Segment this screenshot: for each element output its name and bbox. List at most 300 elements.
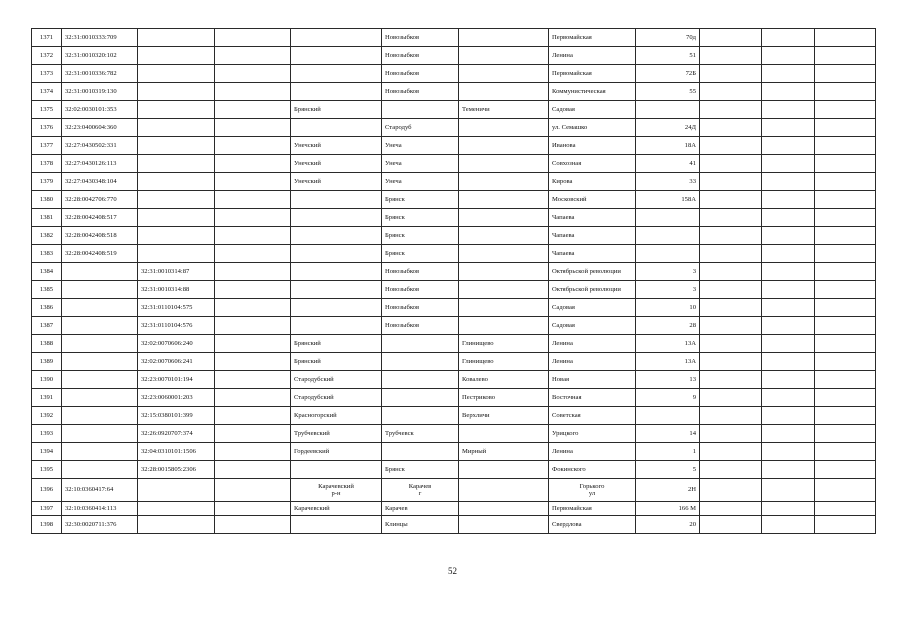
table-cell: [291, 227, 382, 245]
table-cell: [215, 29, 291, 47]
row-number-cell: 1371: [32, 29, 62, 47]
table-cell: [459, 65, 549, 83]
row-number-cell: 1389: [32, 353, 62, 371]
row-number-cell: 1379: [32, 173, 62, 191]
table-cell: Стародубский: [291, 371, 382, 389]
table-cell: 32:26:0920707:374: [138, 425, 215, 443]
table-cell: [62, 299, 138, 317]
table-cell: [815, 227, 876, 245]
table-cell: [291, 461, 382, 479]
table-cell: [815, 479, 876, 502]
table-cell: 32:31:0110104:575: [138, 299, 215, 317]
table-cell: [215, 479, 291, 502]
table-cell: [62, 335, 138, 353]
table-cell: 51: [636, 47, 700, 65]
table-cell: 32:23:0400604:360: [62, 119, 138, 137]
table-cell: [815, 245, 876, 263]
table-cell: [215, 209, 291, 227]
table-cell: [459, 209, 549, 227]
table-cell: [459, 245, 549, 263]
row-number-cell: 1384: [32, 263, 62, 281]
table-cell: [459, 502, 549, 516]
table-cell: [815, 299, 876, 317]
table-cell: Восточная: [549, 389, 636, 407]
table-cell: 32:23:0070101:194: [138, 371, 215, 389]
table-row: [32, 443, 876, 461]
row-number-cell: 1386: [32, 299, 62, 317]
table-cell: [700, 335, 762, 353]
table-cell: [700, 502, 762, 516]
table-row: [32, 281, 876, 299]
table-row: [32, 29, 876, 47]
table-cell: Свердлова: [549, 516, 636, 534]
table-cell: [815, 425, 876, 443]
table-cell: 32:28:0042706:770: [62, 191, 138, 209]
table-cell: [138, 502, 215, 516]
table-cell: Брянск: [382, 191, 459, 209]
row-number-cell: 1381: [32, 209, 62, 227]
table-cell: 72Б: [636, 65, 700, 83]
table-cell: [459, 227, 549, 245]
table-cell: Октябрьской революции: [549, 263, 636, 281]
table-cell: 32:10:0360414:113: [62, 502, 138, 516]
table-cell: [762, 47, 815, 65]
table-cell: [459, 155, 549, 173]
table-cell: [700, 83, 762, 101]
table-cell: [700, 65, 762, 83]
table-cell: Новозыбков: [382, 263, 459, 281]
table-cell: Новозыбков: [382, 299, 459, 317]
table-cell: 28: [636, 317, 700, 335]
table-cell: [62, 281, 138, 299]
table-cell: 14: [636, 425, 700, 443]
table-cell: [138, 101, 215, 119]
table-cell: [382, 335, 459, 353]
table-cell: 32:31:0010314:87: [138, 263, 215, 281]
table-cell: Карачевский р-н: [291, 479, 382, 502]
table-cell: Брянский: [291, 353, 382, 371]
table-cell: [138, 209, 215, 227]
table-row: [32, 461, 876, 479]
table-cell: Первомайская: [549, 65, 636, 83]
table-cell: [382, 371, 459, 389]
table-cell: 32:28:0042408:519: [62, 245, 138, 263]
table-cell: [382, 443, 459, 461]
table-cell: [815, 83, 876, 101]
table-cell: Садовая: [549, 317, 636, 335]
table-cell: Брянск: [382, 209, 459, 227]
table-row: [32, 389, 876, 407]
table-cell: [215, 101, 291, 119]
table-cell: [700, 443, 762, 461]
table-row: [32, 227, 876, 245]
table-cell: [215, 443, 291, 461]
table-cell: [815, 407, 876, 425]
table-cell: [291, 47, 382, 65]
table-cell: [215, 371, 291, 389]
table-cell: [138, 83, 215, 101]
table-cell: [700, 209, 762, 227]
table-cell: [291, 119, 382, 137]
table-cell: Стародубский: [291, 389, 382, 407]
table-cell: Фокинского: [549, 461, 636, 479]
table-cell: [762, 209, 815, 227]
table-cell: Брянский: [291, 335, 382, 353]
table-cell: [215, 407, 291, 425]
table-cell: [762, 353, 815, 371]
table-row: [32, 173, 876, 191]
table-cell: [62, 407, 138, 425]
table-cell: [138, 119, 215, 137]
table-cell: Унечский: [291, 173, 382, 191]
row-number-cell: 1385: [32, 281, 62, 299]
table-cell: [459, 191, 549, 209]
table-cell: [815, 389, 876, 407]
table-cell: 32:28:0042408:518: [62, 227, 138, 245]
table-cell: [762, 389, 815, 407]
table-cell: [700, 461, 762, 479]
table-cell: 13А: [636, 353, 700, 371]
table-cell: [762, 299, 815, 317]
table-cell: Новая: [549, 371, 636, 389]
row-number-cell: 1396: [32, 479, 62, 502]
table-cell: [762, 335, 815, 353]
table-cell: [291, 83, 382, 101]
row-number-cell: 1392: [32, 407, 62, 425]
table-cell: [762, 155, 815, 173]
table-cell: [815, 119, 876, 137]
table-cell: 32:31:0010314:88: [138, 281, 215, 299]
table-cell: [636, 209, 700, 227]
table-cell: Чапаева: [549, 227, 636, 245]
table-cell: [762, 83, 815, 101]
table-cell: Первомайская: [549, 29, 636, 47]
row-number-cell: 1387: [32, 317, 62, 335]
table-cell: Горького ул: [549, 479, 636, 502]
table-cell: [138, 65, 215, 83]
table-row: [32, 155, 876, 173]
table-cell: 24Д: [636, 119, 700, 137]
table-cell: 32:28:0042408:517: [62, 209, 138, 227]
table-cell: 32:31:0010333:709: [62, 29, 138, 47]
table-cell: [215, 281, 291, 299]
table-cell: [138, 29, 215, 47]
table-cell: [700, 317, 762, 335]
row-number-cell: 1394: [32, 443, 62, 461]
table-cell: Верхличи: [459, 407, 549, 425]
table-cell: [459, 516, 549, 534]
table-cell: 3: [636, 263, 700, 281]
table-cell: Ковалево: [459, 371, 549, 389]
table-row: [32, 407, 876, 425]
table-cell: [215, 461, 291, 479]
table-cell: Московский: [549, 191, 636, 209]
table-cell: [382, 101, 459, 119]
table-cell: [700, 119, 762, 137]
row-number-cell: 1380: [32, 191, 62, 209]
table-row: [32, 425, 876, 443]
table-cell: 166 М: [636, 502, 700, 516]
table-cell: [762, 425, 815, 443]
table-row: [32, 245, 876, 263]
table-cell: Брянск: [382, 227, 459, 245]
table-cell: [215, 83, 291, 101]
table-cell: 32:10:0360417:64: [62, 479, 138, 502]
table-cell: [215, 335, 291, 353]
table-cell: [762, 263, 815, 281]
table-cell: [700, 299, 762, 317]
table-cell: [700, 47, 762, 65]
row-number-cell: 1393: [32, 425, 62, 443]
table-row: [32, 479, 876, 502]
table-cell: Новозыбков: [382, 317, 459, 335]
table-row: [32, 191, 876, 209]
table-row: [32, 299, 876, 317]
table-cell: [459, 281, 549, 299]
table-body: [32, 29, 876, 534]
table-cell: [215, 191, 291, 209]
table-cell: Новозыбков: [382, 281, 459, 299]
table-cell: [459, 317, 549, 335]
table-cell: [815, 155, 876, 173]
table-cell: [138, 516, 215, 534]
table-cell: Коммунистическая: [549, 83, 636, 101]
table-cell: [700, 371, 762, 389]
row-number-cell: 1376: [32, 119, 62, 137]
table-cell: 32:31:0110104:576: [138, 317, 215, 335]
row-number-cell: 1397: [32, 502, 62, 516]
table-cell: [215, 245, 291, 263]
table-cell: [815, 263, 876, 281]
page-number: 52: [448, 566, 457, 576]
table-cell: [762, 407, 815, 425]
table-cell: [815, 371, 876, 389]
table-cell: [382, 353, 459, 371]
table-cell: Новозыбков: [382, 83, 459, 101]
table-cell: Иванова: [549, 137, 636, 155]
table-cell: 32:28:0015805:2306: [138, 461, 215, 479]
table-cell: 32:27:0430502:331: [62, 137, 138, 155]
table-cell: [815, 173, 876, 191]
table-row: [32, 335, 876, 353]
table-cell: [636, 227, 700, 245]
table-cell: 2Н: [636, 479, 700, 502]
table-cell: [700, 173, 762, 191]
table-cell: Теменичи: [459, 101, 549, 119]
table-cell: [815, 516, 876, 534]
row-number-cell: 1373: [32, 65, 62, 83]
table-cell: 13А: [636, 335, 700, 353]
row-number-cell: 1374: [32, 83, 62, 101]
table-cell: Унеча: [382, 137, 459, 155]
table-cell: 33: [636, 173, 700, 191]
table-cell: Советская: [549, 407, 636, 425]
row-number-cell: 1395: [32, 461, 62, 479]
table-cell: 70д: [636, 29, 700, 47]
table-row: [32, 371, 876, 389]
row-number-cell: 1383: [32, 245, 62, 263]
table-cell: Новозыбков: [382, 47, 459, 65]
table-cell: Унеча: [382, 173, 459, 191]
table-cell: Садовая: [549, 101, 636, 119]
table-cell: [291, 281, 382, 299]
table-cell: [700, 479, 762, 502]
table-cell: 13: [636, 371, 700, 389]
table-cell: [215, 155, 291, 173]
table-cell: [291, 263, 382, 281]
table-cell: [215, 502, 291, 516]
table-cell: 32:31:0010320:102: [62, 47, 138, 65]
table-cell: [636, 245, 700, 263]
table-cell: [815, 209, 876, 227]
table-cell: Октябрьской революции: [549, 281, 636, 299]
table-cell: Глинищево: [459, 335, 549, 353]
table-cell: [762, 502, 815, 516]
row-number-cell: 1391: [32, 389, 62, 407]
table-cell: [762, 119, 815, 137]
table-cell: [815, 137, 876, 155]
table-cell: Карачевский: [291, 502, 382, 516]
table-cell: [815, 47, 876, 65]
table-cell: Унеча: [382, 155, 459, 173]
table-cell: [700, 191, 762, 209]
table-cell: [138, 245, 215, 263]
table-cell: [815, 191, 876, 209]
table-cell: [700, 389, 762, 407]
table-cell: [138, 47, 215, 65]
table-cell: Красногорский: [291, 407, 382, 425]
table-cell: Первомайская: [549, 502, 636, 516]
table-cell: [291, 65, 382, 83]
table-cell: 32:31:0010336:782: [62, 65, 138, 83]
table-cell: [762, 479, 815, 502]
table-cell: [762, 191, 815, 209]
table-cell: [636, 407, 700, 425]
table-cell: [815, 281, 876, 299]
table-cell: Унечский: [291, 155, 382, 173]
table-cell: [291, 209, 382, 227]
row-number-cell: 1390: [32, 371, 62, 389]
table-cell: [762, 29, 815, 47]
table-cell: [215, 119, 291, 137]
table-cell: [215, 299, 291, 317]
row-number-cell: 1377: [32, 137, 62, 155]
table-cell: [762, 281, 815, 299]
table-cell: 32:27:0430126:113: [62, 155, 138, 173]
table-cell: 32:31:0010319:130: [62, 83, 138, 101]
table-cell: Унечский: [291, 137, 382, 155]
table-cell: 32:23:0060001:203: [138, 389, 215, 407]
table-cell: [215, 65, 291, 83]
table-cell: 32:30:0020711:376: [62, 516, 138, 534]
table-cell: [815, 317, 876, 335]
table-cell: 32:04:0310101:1506: [138, 443, 215, 461]
table-cell: Урицкого: [549, 425, 636, 443]
table-cell: Стародуб: [382, 119, 459, 137]
table-cell: [700, 425, 762, 443]
table-cell: [459, 299, 549, 317]
table-cell: [636, 101, 700, 119]
table-cell: 20: [636, 516, 700, 534]
table-cell: Карачев: [382, 502, 459, 516]
table-cell: [138, 173, 215, 191]
table-cell: [215, 353, 291, 371]
table-cell: [762, 516, 815, 534]
table-cell: [215, 516, 291, 534]
table-cell: [700, 227, 762, 245]
table-cell: Новозыбков: [382, 29, 459, 47]
table-cell: [459, 137, 549, 155]
table-cell: Новозыбков: [382, 65, 459, 83]
table-cell: 9: [636, 389, 700, 407]
table-cell: [291, 299, 382, 317]
table-cell: Ленина: [549, 335, 636, 353]
table-cell: 55: [636, 83, 700, 101]
table-cell: 158А: [636, 191, 700, 209]
table-cell: 32:02:0030101:353: [62, 101, 138, 119]
table-cell: [459, 425, 549, 443]
table-cell: Мирный: [459, 443, 549, 461]
table-cell: [815, 101, 876, 119]
table-cell: Карачев г: [382, 479, 459, 502]
table-row: [32, 83, 876, 101]
table-cell: Пестриково: [459, 389, 549, 407]
table-cell: Чапаева: [549, 245, 636, 263]
table-row: [32, 47, 876, 65]
table-cell: Совхозная: [549, 155, 636, 173]
table-row: [32, 516, 876, 534]
table-cell: [815, 335, 876, 353]
row-number-cell: 1372: [32, 47, 62, 65]
table-cell: [700, 101, 762, 119]
row-number-cell: 1378: [32, 155, 62, 173]
table-cell: [459, 173, 549, 191]
table-row: [32, 119, 876, 137]
table-cell: Ленина: [549, 47, 636, 65]
table-cell: Ленина: [549, 443, 636, 461]
table-cell: [215, 425, 291, 443]
table-cell: [762, 461, 815, 479]
row-number-cell: 1375: [32, 101, 62, 119]
table-cell: 32:02:0070606:240: [138, 335, 215, 353]
table-cell: [382, 389, 459, 407]
table-cell: [762, 173, 815, 191]
table-cell: [762, 227, 815, 245]
table-row: [32, 353, 876, 371]
table-cell: [291, 29, 382, 47]
table-cell: [291, 191, 382, 209]
table-cell: Клинцы: [382, 516, 459, 534]
table-cell: [762, 317, 815, 335]
table-row: [32, 137, 876, 155]
table-cell: Трубчевский: [291, 425, 382, 443]
table-cell: [815, 502, 876, 516]
table-cell: [62, 389, 138, 407]
table-cell: [291, 516, 382, 534]
table-cell: Чапаева: [549, 209, 636, 227]
table-cell: [815, 65, 876, 83]
table-cell: [215, 317, 291, 335]
table-row: [32, 209, 876, 227]
table-row: [32, 263, 876, 281]
table-cell: Ленина: [549, 353, 636, 371]
table-cell: 32:15:0380101:399: [138, 407, 215, 425]
row-number-cell: 1398: [32, 516, 62, 534]
table-cell: [700, 155, 762, 173]
table-cell: [815, 29, 876, 47]
table-cell: [62, 371, 138, 389]
table-cell: [700, 353, 762, 371]
